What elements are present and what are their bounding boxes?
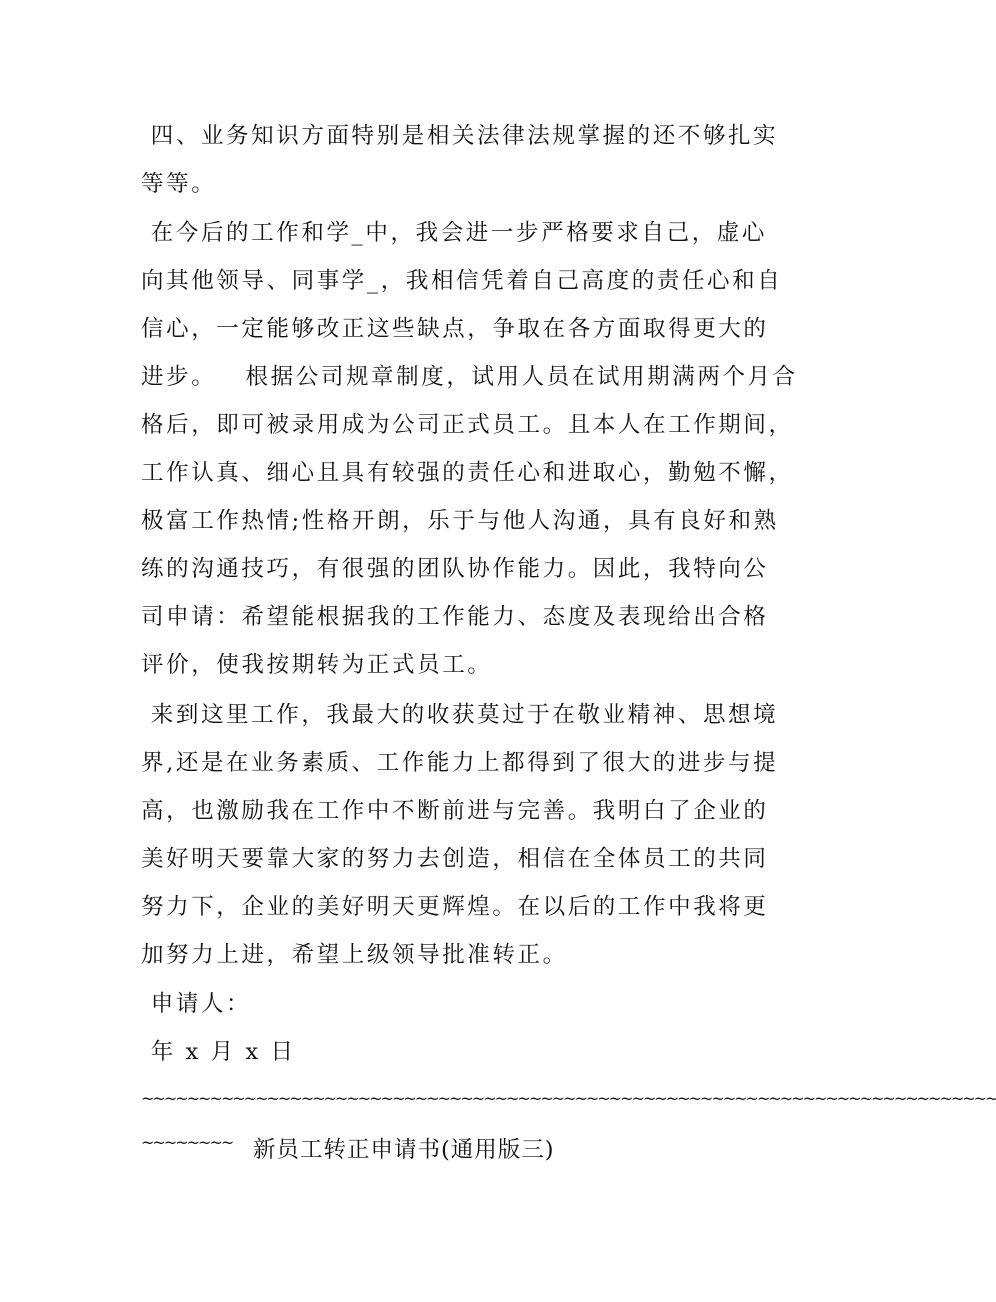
text-line: 向其他领导、同事学_，我相信凭着自己高度的责任心和自 (141, 268, 783, 294)
text-line: 来到这里工作，我最大的收获莫过于在敬业精神、思想境 (141, 702, 779, 728)
text-line: 努力下，企业的美好明天更辉煌。在以后的工作中我将更 (141, 894, 769, 920)
tilde-separator: ~~~~~~~~~~~~~~~~~~~~~~~~~~~~~~~~~~~~~~~~~~~~~~~~~~~~~~~~~~~~~~~~~~~~~~~~~~~ (141, 1089, 996, 1108)
text-line: 练的沟通技巧，有很强的团队协作能力。因此，我特向公 (141, 556, 769, 582)
text-line: 高，也激励我在工作中不断前进与完善。我明白了企业的 (141, 798, 769, 824)
applicant-label: 申请人： (141, 991, 252, 1017)
text-line: 评价，使我按期转为正式员工。 (141, 652, 493, 678)
tilde-separator-short: ~~~~~~~~ (141, 1133, 233, 1152)
text-line: 四、业务知识方面特别是相关法律法规掌握的还不够扎实 (141, 123, 779, 149)
text-line: 信心，一定能够改正这些缺点，争取在各方面取得更大的 (141, 316, 769, 342)
text-line: 界,还是在业务素质、工作能力上都得到了很大的进步与提 (141, 750, 779, 776)
next-section-title: 新员工转正申请书(通用版三) (253, 1137, 555, 1163)
date-line: 年 x 月 x 日 (141, 1039, 296, 1065)
text-line: 在今后的工作和学_中，我会进一步严格要求自己，虚心 (141, 220, 768, 246)
text-line: 美好明天要靠大家的努力去创造，相信在全体员工的共同 (141, 846, 769, 872)
text-line: 极富工作热情;性格开朗，乐于与他人沟通，具有良好和熟 (141, 508, 779, 534)
text-line: 格后，即可被录用成为公司正式员工。且本人在工作期间， (141, 412, 794, 438)
text-line: 加努力上进，希望上级领导批准转正。 (141, 942, 568, 968)
text-line: 进步。 根据公司规章制度，试用人员在试用期满两个月合 (141, 364, 798, 390)
text-line: 司申请：希望能根据我的工作能力、态度及表现给出合格 (141, 604, 769, 630)
text-line: 等等。 (141, 171, 217, 197)
text-line: 工作认真、细心且具有较强的责任心和进取心，勤勉不懈， (141, 460, 794, 486)
